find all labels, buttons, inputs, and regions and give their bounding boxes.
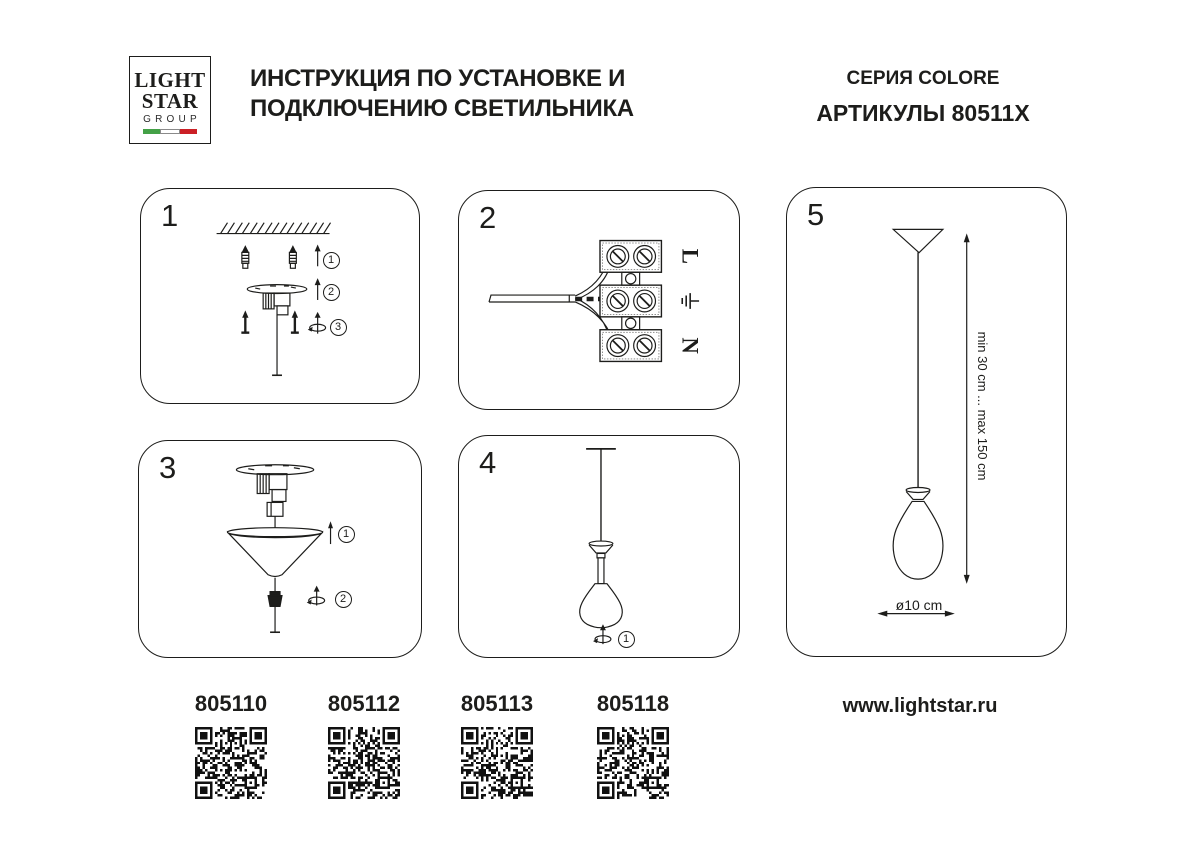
screw-icon	[241, 310, 249, 332]
article-item	[161, 692, 301, 799]
rotate-arrow-icon	[307, 586, 325, 606]
cone-shade	[893, 229, 943, 252]
wiring-diagram	[459, 191, 739, 409]
up-arrow-icon	[328, 521, 333, 544]
article-item	[563, 692, 703, 799]
step-panel-5	[786, 187, 1067, 657]
title-line-1: ИНСТРУКЦИЯ ПО УСТАНОВКЕ И	[250, 65, 626, 92]
panel-number: 3	[159, 450, 177, 485]
dimensions-diagram	[787, 188, 1066, 656]
ceiling-hatch	[217, 223, 331, 234]
shade-assembly-diagram	[459, 436, 739, 657]
step-badge: 1	[618, 631, 635, 648]
up-arrow-icon	[315, 278, 321, 300]
step-badge: 2	[323, 284, 340, 301]
up-arrow-icon	[315, 244, 321, 266]
screw-icon	[291, 310, 299, 332]
step-panel-4	[458, 435, 740, 658]
rotate-arrow-icon	[308, 312, 326, 334]
logo-text-light: LIGHT	[134, 68, 206, 92]
article-item	[294, 692, 434, 799]
articles-code: АРТИКУЛЫ 80511X	[816, 100, 1030, 126]
neutral-label: N	[677, 337, 703, 354]
panel-number: 4	[479, 445, 497, 480]
series-name: СЕРИЯ COLORE	[846, 68, 1000, 89]
lamp-holder	[906, 488, 930, 500]
step-badge: 1	[323, 252, 340, 269]
qr-code	[195, 727, 267, 799]
italian-flag-icon	[143, 129, 197, 134]
title-line-2: ПОДКЛЮЧЕНИЮ СВЕТИЛЬНИКА	[250, 95, 634, 122]
qr-code	[597, 727, 669, 799]
wall-anchor-icon	[242, 246, 249, 268]
lamp-holder	[589, 541, 613, 584]
panel-number: 1	[161, 198, 179, 233]
step-badge: 1	[338, 526, 355, 543]
step-panel-1	[140, 188, 420, 404]
terminal-block	[600, 241, 661, 362]
step-panel-2	[458, 190, 740, 410]
teardrop-glass	[580, 584, 623, 628]
step-panel-3	[138, 440, 422, 658]
qr-code	[328, 727, 400, 799]
logo-text-star: STAR	[141, 89, 199, 113]
step-badge: 3	[330, 319, 347, 336]
diameter-label: ø10 cm	[895, 597, 943, 613]
mounting-plate	[247, 285, 306, 315]
lightstar-logo	[129, 56, 211, 144]
power-cable	[489, 260, 612, 338]
page-title	[250, 64, 634, 124]
panel-number: 2	[479, 200, 497, 235]
vertical-dimension-arrow	[964, 233, 970, 583]
cone-shade	[227, 528, 322, 577]
step-badge: 2	[335, 591, 352, 608]
mounting-diagram	[141, 189, 419, 403]
canopy-diagram	[139, 441, 421, 657]
article-number: 805113	[460, 691, 534, 716]
article-number: 805112	[327, 691, 401, 716]
logo-text-group: GROUP	[143, 114, 201, 125]
mounting-plate	[236, 465, 313, 517]
article-number: 805110	[194, 691, 268, 716]
live-label: L	[677, 248, 703, 265]
website-url: www.lightstar.ru	[842, 695, 998, 717]
article-number: 805118	[596, 691, 670, 716]
height-range-label: min 30 cm ... max 150 cm	[975, 331, 990, 481]
qr-code	[461, 727, 533, 799]
series-info	[773, 68, 1073, 127]
wall-anchor-icon	[289, 246, 296, 268]
article-item	[427, 692, 567, 799]
panel-number: 5	[807, 197, 825, 232]
cord-grip	[268, 592, 282, 607]
earth-symbol-icon	[682, 293, 699, 309]
teardrop-glass	[893, 501, 943, 579]
